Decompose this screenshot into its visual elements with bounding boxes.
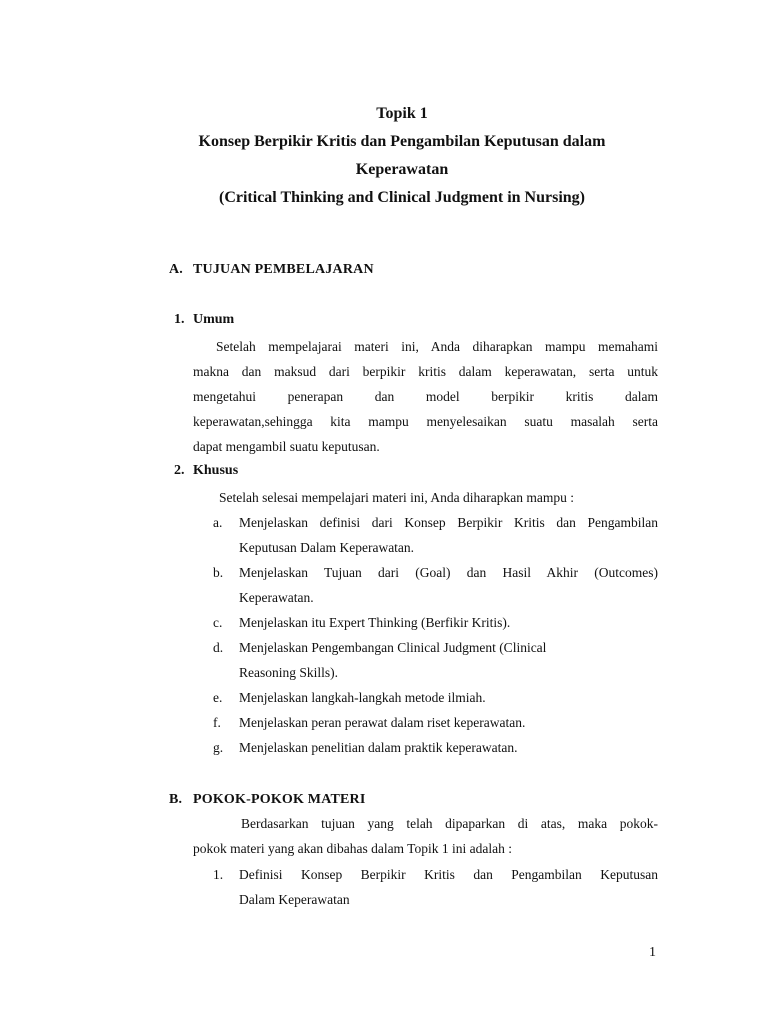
khusus-intro: Setelah selesai mempelajari materi ini, Anda diharapkan mampu : bbox=[219, 490, 575, 505]
list-marker: f. bbox=[213, 715, 221, 730]
section-b-line-1: Berdasarkan tujuan yang telah dipaparkan di atas, maka pokok- bbox=[241, 816, 658, 831]
list-marker: c. bbox=[213, 615, 223, 630]
subsection-khusus-number: 2. bbox=[174, 463, 185, 478]
list-item-line: Menjelaskan Tujuan dari (Goal) dan Hasil Akhir (Outcomes) bbox=[239, 565, 658, 580]
section-b-number: B. bbox=[169, 792, 183, 807]
title-english: (Critical Thinking and Clinical Judgment in Nursing) bbox=[219, 189, 585, 206]
section-b-paragraph bbox=[193, 811, 658, 861]
title-topic: Topik 1 bbox=[376, 105, 428, 122]
section-a-title: TUJUAN PEMBELAJARAN bbox=[193, 262, 374, 277]
list-item-line: Keputusan Dalam Keperawatan. bbox=[239, 540, 415, 555]
section-b-heading bbox=[169, 792, 366, 808]
list-marker: g. bbox=[213, 740, 224, 755]
list-item bbox=[213, 685, 658, 710]
subsection-umum-heading bbox=[174, 312, 234, 328]
title-main-line2: Keperawatan bbox=[355, 161, 449, 178]
list-item bbox=[213, 735, 658, 760]
section-b-title: POKOK-POKOK MATERI bbox=[193, 792, 366, 807]
list-item-line: Menjelaskan definisi dari Konsep Berpikir Kritis dan Pengambilan bbox=[239, 515, 658, 530]
list-item-line: Keperawatan. bbox=[239, 590, 314, 605]
list-marker: a. bbox=[213, 515, 223, 530]
list-item bbox=[213, 560, 658, 610]
section-b-list bbox=[213, 862, 658, 912]
section-a-number: A. bbox=[169, 262, 184, 277]
list-item-line: Reasoning Skills). bbox=[239, 665, 339, 680]
umum-line-1: Setelah mempelajarai materi ini, Anda diharapkan mampu memahami bbox=[216, 339, 658, 354]
list-item bbox=[213, 635, 658, 685]
list-item-line: Dalam Keperawatan bbox=[239, 892, 350, 907]
list-item-line: Menjelaskan itu Expert Thinking (Berfikir Kritis). bbox=[239, 615, 511, 630]
list-item-line: Menjelaskan peran perawat dalam riset keperawatan. bbox=[239, 715, 526, 730]
list-marker: b. bbox=[213, 565, 224, 580]
list-item bbox=[213, 710, 658, 735]
list-marker: e. bbox=[213, 690, 223, 705]
title-main-line1: Konsep Berpikir Kritis dan Pengambilan Keputusan dalam bbox=[198, 133, 606, 150]
list-marker: d. bbox=[213, 640, 224, 655]
list-item bbox=[213, 610, 658, 635]
umum-line-5: dapat mengambil suatu keputusan. bbox=[193, 439, 380, 454]
list-item bbox=[213, 510, 658, 560]
umum-line-4: keperawatan,sehingga kita mampu menyelesaikan suatu masalah serta bbox=[193, 414, 658, 429]
khusus-list bbox=[213, 510, 658, 760]
list-item-line: Definisi Konsep Berpikir Kritis dan Pengambilan Keputusan bbox=[239, 867, 658, 882]
umum-paragraph bbox=[193, 334, 658, 459]
subsection-umum-title: Umum bbox=[193, 312, 235, 327]
subsection-umum-number: 1. bbox=[174, 312, 185, 327]
subsection-khusus-heading bbox=[174, 463, 238, 479]
list-marker: 1. bbox=[213, 867, 224, 882]
section-a-heading bbox=[169, 262, 374, 278]
umum-line-3: mengetahui penerapan dan model berpikir kritis dalam bbox=[193, 389, 658, 404]
subsection-khusus-title: Khusus bbox=[193, 463, 239, 478]
list-item bbox=[213, 862, 658, 912]
document-title bbox=[110, 100, 694, 212]
umum-line-2: makna dan maksud dari berpikir kritis dalam keperawatan, serta untuk bbox=[193, 364, 658, 379]
list-item-line: Menjelaskan penelitian dalam praktik keperawatan. bbox=[239, 740, 518, 755]
list-item-line: Menjelaskan langkah-langkah metode ilmiah. bbox=[239, 690, 486, 705]
page-number: 1 bbox=[649, 945, 656, 960]
section-b-line-2: pokok materi yang akan dibahas dalam Topik 1 ini adalah : bbox=[193, 841, 512, 856]
list-item-line: Menjelaskan Pengembangan Clinical Judgment (Clinical bbox=[239, 640, 547, 655]
